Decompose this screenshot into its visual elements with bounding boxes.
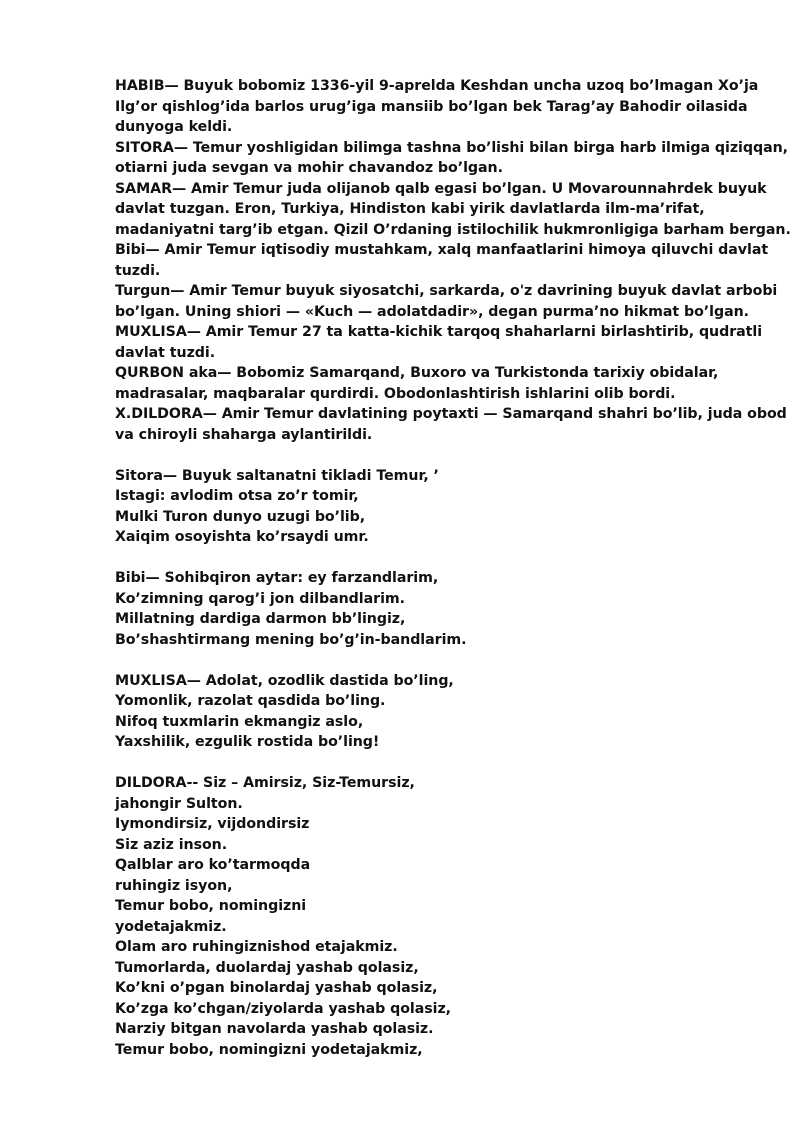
text-line: QURBON aka— Bobomiz Samarqand, Buxoro va Turkistonda tarixiy obidalar,: [115, 365, 719, 381]
stanza-gap: [115, 445, 755, 466]
verse-line: Istagi: avlodim otsa zo’r tomir,: [115, 488, 359, 504]
text-line: Ilg’or qishlog’ida barlos urug’iga mansiib bo’lgan bek Tarag’ay Bahodir oilasida: [115, 98, 748, 115]
stanza-gap: [115, 650, 755, 671]
verse-line: yodetajakmiz.: [115, 918, 227, 935]
verse-line: Narziy bitgan navolarda yashab qolasiz.: [115, 1021, 434, 1037]
verse-line: Yaxshilik, ezgulik rostida bo’ling!: [115, 734, 380, 750]
stanza-sitora: [115, 466, 755, 548]
document-body: [115, 76, 791, 1060]
verse-line: MUXLISA— Adolat, ozodlik dastida bo’ling,: [115, 672, 454, 689]
verse-line: Temur bobo, nomingizni: [115, 898, 307, 914]
text-line: dunyoga keldi.: [115, 119, 233, 135]
text-line: SAMAR— Amir Temur juda olijanob qalb egasi bo’lgan. U Movarounnahrdek buyuk: [115, 180, 767, 197]
verse-line: Bibi— Sohibqiron aytar: ey farzandlarim,: [115, 570, 439, 586]
verse-line: DILDORA-- Siz – Amirsiz, Siz-Temursiz,: [115, 775, 415, 791]
verse-line: Nifoq tuxmlarin ekmangiz aslo,: [115, 713, 364, 730]
verse-line: Temur bobo, nomingizni yodetajakmiz,: [115, 1041, 423, 1058]
stanza-bibi: [115, 568, 755, 650]
text-line: va chiroyli shaharga aylantirildi.: [115, 426, 373, 443]
verse-line: Olam aro ruhingiznishod etajakmiz.: [115, 939, 398, 955]
verse-line: Sitora— Buyuk saltanatni tikladi Temur, ’: [115, 467, 439, 484]
text-line: MUXLISA— Amir Temur 27 ta katta-kichik tarqoq shaharlarni birlashtirib, qudratli: [115, 324, 763, 340]
text-line: HABIB— Buyuk bobomiz 1336-yil 9-aprelda Keshdan uncha uzoq bo’lmagan Xo’ja: [115, 78, 759, 94]
text-line: SITORA— Temur yoshligidan bilimga tashna bo’lishi bilan birga harb ilmiga qiziqqan,: [115, 139, 788, 156]
verse-line: Iymondirsiz, vijdondirsiz: [115, 816, 310, 832]
text-line: davlat tuzdi.: [115, 344, 216, 361]
verse-line: jahongir Sulton.: [115, 795, 243, 812]
verse-line: Ko’zimning qarog’i jon dilbandlarim.: [115, 590, 405, 607]
text-line: Bibi— Amir Temur iqtisodiy mustahkam, xalq manfaatlarini himoya qiluvchi davlat: [115, 242, 769, 258]
text-line: otiarni juda sevgan va mohir chavandoz bo’lgan.: [115, 160, 503, 176]
verse-line: Millatning dardiga darmon bb’lingiz,: [115, 611, 406, 627]
verse-line: Mulki Turon dunyo uzugi bo’lib,: [115, 508, 366, 525]
verse-line: Siz aziz inson.: [115, 836, 228, 853]
text-line: bo’lgan. Uning shiori — «Kuch — adolatdadir», degan purma’no hikmat bo’lgan.: [115, 303, 749, 320]
verse-line: Ko’zga ko’chgan/ziyolarda yashab qolasiz,: [115, 1000, 452, 1017]
text-line: madrasalar, maqbaralar qurdirdi. Obodonlashtirish ishlarini olib bordi.: [115, 385, 676, 402]
verse-line: Bo’shashtirmang mening bo’g’in-bandlarim.: [115, 631, 467, 648]
stanza-gap: [115, 753, 755, 774]
stanza-dildora: [115, 773, 755, 1060]
stanza-muxlisa: [115, 671, 755, 753]
text-line: madaniyatni targ’ib etgan. Qizil O’rdaning istilochilik hukmronligiga barham bergan.: [115, 221, 791, 238]
verse-line: Qalblar aro ko’tarmoqda: [115, 857, 311, 873]
stanza-gap: [115, 548, 755, 569]
text-line: Turgun— Amir Temur buyuk siyosatchi, sarkarda, o'z davrining buyuk davlat arbobi: [115, 283, 778, 299]
verse-line: ruhingiz isyon,: [115, 877, 233, 894]
text-line: davlat tuzgan. Eron, Turkiya, Hindiston kabi yirik davlatlarda ilm-ma’rifat,: [115, 201, 705, 217]
verse-line: Xaiqim osoyishta ko’rsaydi umr.: [115, 529, 369, 545]
verse-line: Tumorlarda, duolardaj yashab qolasiz,: [115, 959, 419, 976]
text-line: tuzdi.: [115, 262, 161, 279]
text-line: X.DILDORA— Amir Temur davlatining poytaxti — Samarqand shahri bo’lib, juda obod: [115, 406, 787, 422]
verse-line: Yomonlik, razolat qasdida bo’ling.: [115, 693, 386, 709]
verse-line: Ko’kni o’pgan binolardaj yashab qolasiz,: [115, 980, 438, 996]
prose-section: [115, 76, 791, 445]
